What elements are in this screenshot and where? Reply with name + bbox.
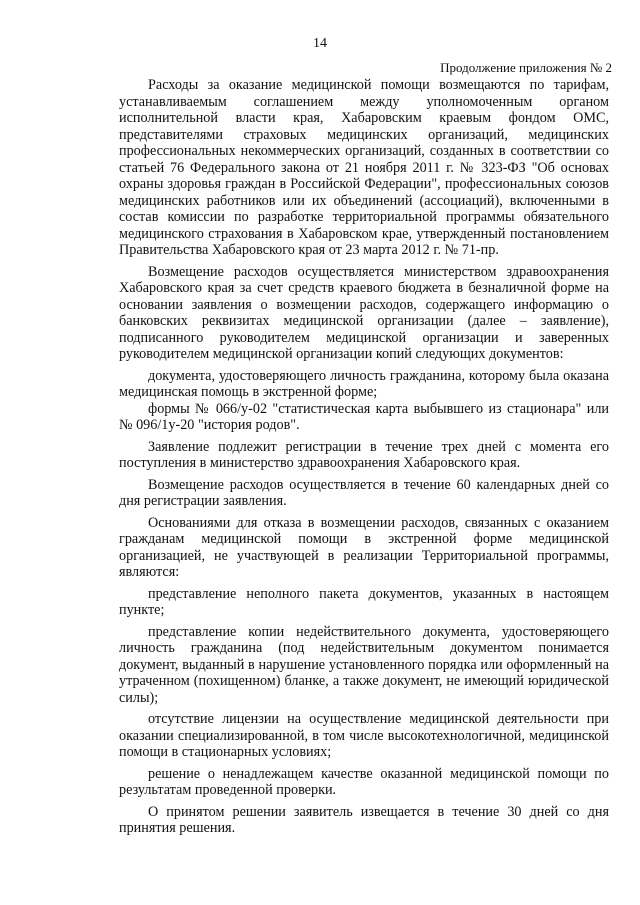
paragraph-identity-document: документа, удостоверяющего личность гражданина, которому была оказана медицинская помощь в экстренной форме; (119, 367, 609, 400)
paragraph-reimbursement: Возмещение расходов осуществляется министерством здравоохранения Хабаровского края за счет средств краевого бюджета в безналичной форме на основании заявления о возмещении расходов, содержащего информацию о банковских реквизитах медицинской организации (далее – заявление), подписанного руководителем медицинской организации и заверенных руководителем медицинской организации копий следующих документов: (119, 263, 609, 362)
paragraph-forms: формы № 066/у-02 "статистическая карта выбывшего из стационара" или № 096/1у-20 "история родов". (119, 400, 609, 433)
paragraph-no-license: отсутствие лицензии на осуществление медицинской деятельности при оказании специализированной, в том числе высокотехнологичной, медицинской помощи в стационарных условиях; (119, 711, 609, 760)
page-number: 14 (313, 36, 327, 51)
paragraph-registration: Заявление подлежит регистрации в течение трех дней с момента его поступления в министерство здравоохранения Хабаровского края. (119, 438, 609, 471)
document-body (119, 77, 609, 842)
paragraph-tariffs: Расходы за оказание медицинской помощи возмещаются по тарифам, устанавливаемым соглашением между уполномоченным органом исполнительной власти края, Хабаровским краевым фондом ОМС, представителями страховых медицинских организаций, медицинских профессиональных некоммерческих организаций, созданных в соответствии со статьей 76 Федерального закона от 21 ноября 2011 г. № 323-ФЗ "Об основах охраны здоровья граждан в Российской Федерации", профессиональных союзов медицинских работников или их объединений (ассоциаций), включенными в состав комиссии по разработке территориальной программы обязательного медицинского страхования в Хабаровском крае, утвержденный постановлением Правительства Хабаровского края от 23 марта 2012 г. № 71-пр. (119, 77, 609, 258)
paragraph-quality-decision: решение о ненадлежащем качестве оказанной медицинской помощи по результатам проведенной проверки. (119, 765, 609, 798)
paragraph-invalid-document: представление копии недействительного документа, удостоверяющего личность гражданина (под недействительным документом понимается документ, выданный в нарушение установленного порядка или оформленный на утраченном (похищенном) бланке, а также документ, не имеющий юридической силы); (119, 623, 609, 706)
paragraph-refusal-grounds: Основаниями для отказа в возмещении расходов, связанных с оказанием гражданам медицинской помощи в экстренной форме медицинской организацией, не участвующей в реализации Территориальной программы, являются: (119, 514, 609, 580)
paragraph-incomplete-package: представление неполного пакета документов, указанных в настоящем пункте; (119, 585, 609, 618)
paragraph-notification: О принятом решении заявитель извещается в течение 30 дней со дня принятия решения. (119, 803, 609, 836)
paragraph-reimbursement-period: Возмещение расходов осуществляется в течение 60 календарных дней со дня регистрации заявления. (119, 476, 609, 509)
appendix-continuation-note: Продолжение приложения № 2 (440, 60, 612, 75)
